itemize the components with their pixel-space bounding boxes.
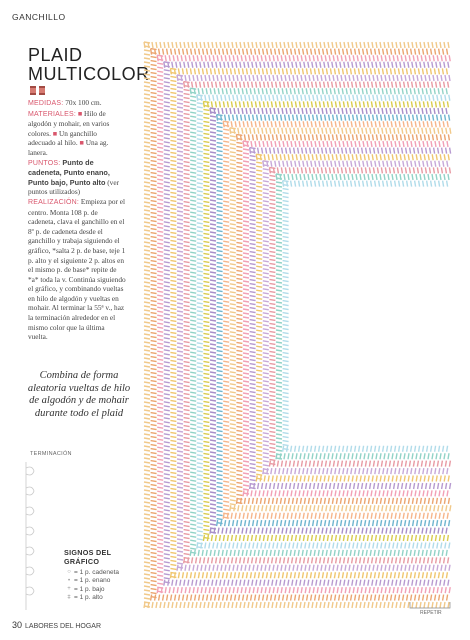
realizacion-para bbox=[28, 197, 126, 342]
round-20 bbox=[269, 167, 450, 466]
double-stick-icon: ǂ bbox=[67, 594, 71, 601]
puntos-para bbox=[28, 158, 126, 197]
legend-text: = 1 p. enano bbox=[74, 577, 111, 585]
realizacion-text: Empieza por el centro. Monta 108 p. de cadeneta, clava el ganchillo en el 8º p. de cadeneta desde el ganchillo y trabaja siguiendo el gráfico, *salta 2 p. de base, teje 1 p. alto y el siguiente 2 p. altos en el mismo p. de base* repite de *a* toda la v. Continúa siguiendo el gráfico, y combinando vueltas en hilo de algodón y vueltas en mohair. Al terminar la 55ª v., haz la terminación alrededor en el mismo color que la última vuelta. bbox=[28, 196, 126, 342]
materiales-text-2: Un ganchillo adecuado al hilo. bbox=[28, 128, 97, 148]
legend-list bbox=[64, 568, 144, 602]
magazine-name: LABORES DEL HOGAR bbox=[25, 623, 102, 630]
materiales-para: MATERIALES: ■ Hilo de algodón y mohair, en varios colores. ■ Un ganchillo adecuado al hilo. ■ Una ag. lanera. bbox=[28, 108, 110, 157]
page-footer bbox=[12, 620, 101, 630]
chart-legend bbox=[64, 548, 144, 602]
materiales-text: Hilo de algodón y mohair, en varios colores. bbox=[28, 108, 110, 138]
title-line-1: PLAID bbox=[28, 45, 83, 65]
legend-item bbox=[64, 594, 144, 603]
difficulty-spools bbox=[30, 86, 45, 95]
legend-text: = 1 p. cadeneta bbox=[74, 568, 119, 576]
round-22 bbox=[283, 181, 448, 452]
chain-oval-icon: ○ bbox=[67, 569, 71, 576]
legend-title: SIGNOS DEL GRÁFICO bbox=[64, 548, 112, 566]
repetir-label: REPETIR bbox=[420, 610, 442, 616]
title-line-2: MULTICOLOR bbox=[28, 64, 150, 84]
pull-quote: Combina de forma aleatoria vueltas de hilo de algodón y de mohair durante todo el plaid bbox=[27, 370, 131, 419]
puntos-text: Punto de cadeneta, Punto enano, Punto bajo, Punto alto bbox=[28, 157, 110, 187]
medidas-label: MEDIDAS: bbox=[28, 100, 64, 107]
section-label: GANCHILLO bbox=[12, 12, 66, 22]
page-number: 30 bbox=[12, 620, 23, 630]
round-19 bbox=[263, 161, 448, 474]
materiales-label: MATERIALES: bbox=[28, 110, 76, 118]
puntos-label: PUNTOS: bbox=[28, 159, 61, 167]
realizacion-label: REALIZACIÓN: bbox=[28, 198, 80, 206]
terminacion-label: TERMINACIÓN bbox=[30, 451, 72, 457]
round-21 bbox=[276, 174, 449, 459]
legend-text: = 1 p. alto bbox=[74, 594, 103, 602]
legend-item bbox=[64, 585, 144, 594]
spool-icon bbox=[30, 86, 36, 95]
spool-icon bbox=[39, 86, 45, 95]
terminacion-diagram bbox=[22, 462, 38, 610]
legend-item bbox=[64, 577, 144, 586]
round-16 bbox=[243, 141, 448, 496]
medidas-text: 70x 100 cm. bbox=[63, 98, 102, 107]
crochet-pattern-chart bbox=[138, 36, 458, 616]
pattern-title bbox=[28, 46, 150, 84]
slip-dot-icon: • bbox=[67, 577, 71, 584]
single-plus-icon: + bbox=[67, 586, 71, 593]
instructions bbox=[28, 98, 126, 342]
puntos-note: (ver puntos utilizados) bbox=[28, 177, 119, 197]
legend-text: = 1 p. bajo bbox=[74, 585, 105, 593]
materiales-text-3: Una ag. lanera. bbox=[28, 138, 109, 157]
medidas-para bbox=[28, 98, 126, 109]
legend-item bbox=[64, 568, 144, 577]
